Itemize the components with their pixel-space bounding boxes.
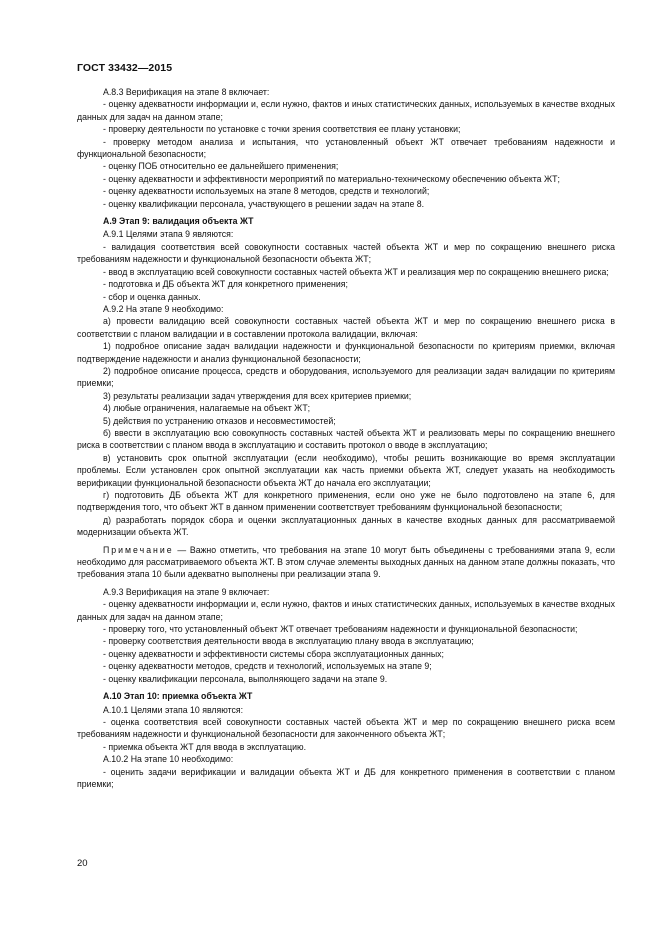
note-text: — Важно отметить, что требования на этапе 10 могут быть объединены с требованиями этапа 9, если необходимо для рассматриваемого объекта ЖТ. В этом случае элементы выходных данных на данном этапе должны показать, что требования этапа 10 были адекватно выполнены при реализации этапа 9. [77,544,615,580]
list-item: д) разработать порядок сбора и оценки эксплуатационных данных в качестве входных данных для рассматриваемой модернизации объекта ЖТ. [77,514,615,538]
document-code-header: ГОСТ 33432—2015 [77,62,173,74]
list-item: а) провести валидацию всей совокупности составных частей объекта ЖТ и мер по сокращению внешнего риска в соответствии с планом валидации и в составлении протокола валидации, включая: [77,316,615,339]
list-item: - оценку квалификации персонала, участвующего в решении задач на этапе 8. [103,198,425,209]
sub-list-item: 5) действия по устранению отказов и несовместимостей; [103,415,336,426]
list-item: - оценку адекватности и эффективности системы сбора эксплуатационных данных; [103,648,444,659]
note-paragraph [77,544,615,581]
list-item: - проверку соответствия деятельности ввода в эксплуатацию плану ввода в эксплуатацию; [103,636,474,647]
list-item: - оценить задачи верификации и валидации объекта ЖТ и ДБ для конкретного применения в соответствии с планом приемки; [77,766,615,789]
list-item: - оценку адекватности используемых на этапе 8 методов, средств и технологий; [103,186,430,197]
document-body [77,86,615,790]
list-item: - сбор и оценка данных. [103,291,201,302]
sub-list-item: 4) любые ограничения, налагаемые на объект ЖТ; [103,403,311,414]
list-item: г) подготовить ДБ объекта ЖТ для конкретного применения, если оно уже не было подготовлено на этапе 6, для подтверждения того, что объект ЖТ в данном применении соответствует требованиям функциональной безопасности; [77,490,615,513]
clause-a93-title: А.9.3 Верификация на этапе 9 включает: [103,586,270,597]
sub-list-item: 2) подробное описание процесса, средств и оборудования, используемого для реализации задач валидации по критериям приемки; [77,365,615,389]
clause-a101-title: А.10.1 Целями этапа 10 являются: [103,704,244,715]
clause-a83-title: А.8.3 Верификация на этапе 8 включает: [103,87,270,97]
list-item: - проверку деятельности по установке с точки зрения соответствия ее плану установки; [103,124,461,135]
list-item: - оценку адекватности информации и, если нужно, фактов и иных статистических данных, используемых в качестве входных данных для задач на данном этапе; [77,99,615,122]
note-label: Примечание [103,544,174,555]
clause-a91-title: А.9.1 Целями этапа 9 являются: [103,229,234,240]
list-item: - оценку ПОБ относительно ее дальнейшего применения; [103,161,339,172]
clause-a102-title: А.10.2 На этапе 10 необходимо: [103,754,234,765]
list-item: - приемка объекта ЖТ для ввода в эксплуатацию. [103,741,307,752]
clause-a92-title: А.9.2 На этапе 9 необходимо: [103,303,224,314]
list-item: - оценка соответствия всей совокупности составных частей объекта ЖТ и мер по сокращению внешнего риска всем требованиям надежности и функциональной безопасности для законченного объекта ЖТ; [77,716,615,740]
list-item: - оценку квалификации персонала, выполняющего задачи на этапе 9. [103,673,388,684]
sub-list-item: 3) результаты реализации задач утверждения для всех критериев приемки; [103,390,412,401]
section-heading-a9: А.9 Этап 9: валидация объекта ЖТ [103,216,254,227]
list-item: б) ввести в эксплуатацию всю совокупность составных частей объекта ЖТ и реализовать меры по сокращению внешнего риска в соответствии с планом ввода в эксплуатацию и составить протокол о вводе в эксплуатацию; [77,427,615,451]
list-item: - проверку того, что установленный объект ЖТ отвечает требованиям надежности и функциональной безопасности; [103,624,578,635]
page-number: 20 [77,858,88,869]
list-item: - подготовка и ДБ объекта ЖТ для конкретного применения; [103,279,348,290]
list-item: - оценку адекватности и эффективности мероприятий по материально-техническому обеспечению объекта ЖТ; [103,173,560,184]
sub-list-item: 1) подробное описание задач валидации надежности и функциональной безопасности по критериям приемки, включая подтверждение надежности и анализ функциональной безопасности; [77,341,615,364]
list-item: - ввод в эксплуатацию всей совокупности составных частей объекта ЖТ и реализация мер по сокращению внешнего риска; [103,266,609,277]
list-item: в) установить срок опытной эксплуатации (если необходимо), чтобы решить возникающие во время эксплуатации проблемы. Если установлен срок опытной эксплуатации как часть приемки объекта ЖТ, следует указать на необходимость верификации функциональной безопасности объекта ЖТ до начала его эксплуатации; [77,452,615,488]
list-item: - проверку методом анализа и испытания, что установленный объект ЖТ отвечает требованиям надежности и функциональной безопасности; [77,136,615,160]
section-heading-a10: А.10 Этап 10: приемка объекта ЖТ [103,691,253,702]
list-item: - оценку адекватности методов, средств и технологий, используемых на этапе 9; [103,661,432,672]
list-item: - валидация соответствия всей совокупности составных частей объекта ЖТ и мер по сокращению внешнего риска требованиям надежности и функциональной безопасности объекта ЖТ; [77,241,615,265]
list-item: - оценку адекватности информации и, если нужно, фактов и иных статистических данных, используемых в качестве входных данных для задач на данном этапе; [77,599,615,622]
